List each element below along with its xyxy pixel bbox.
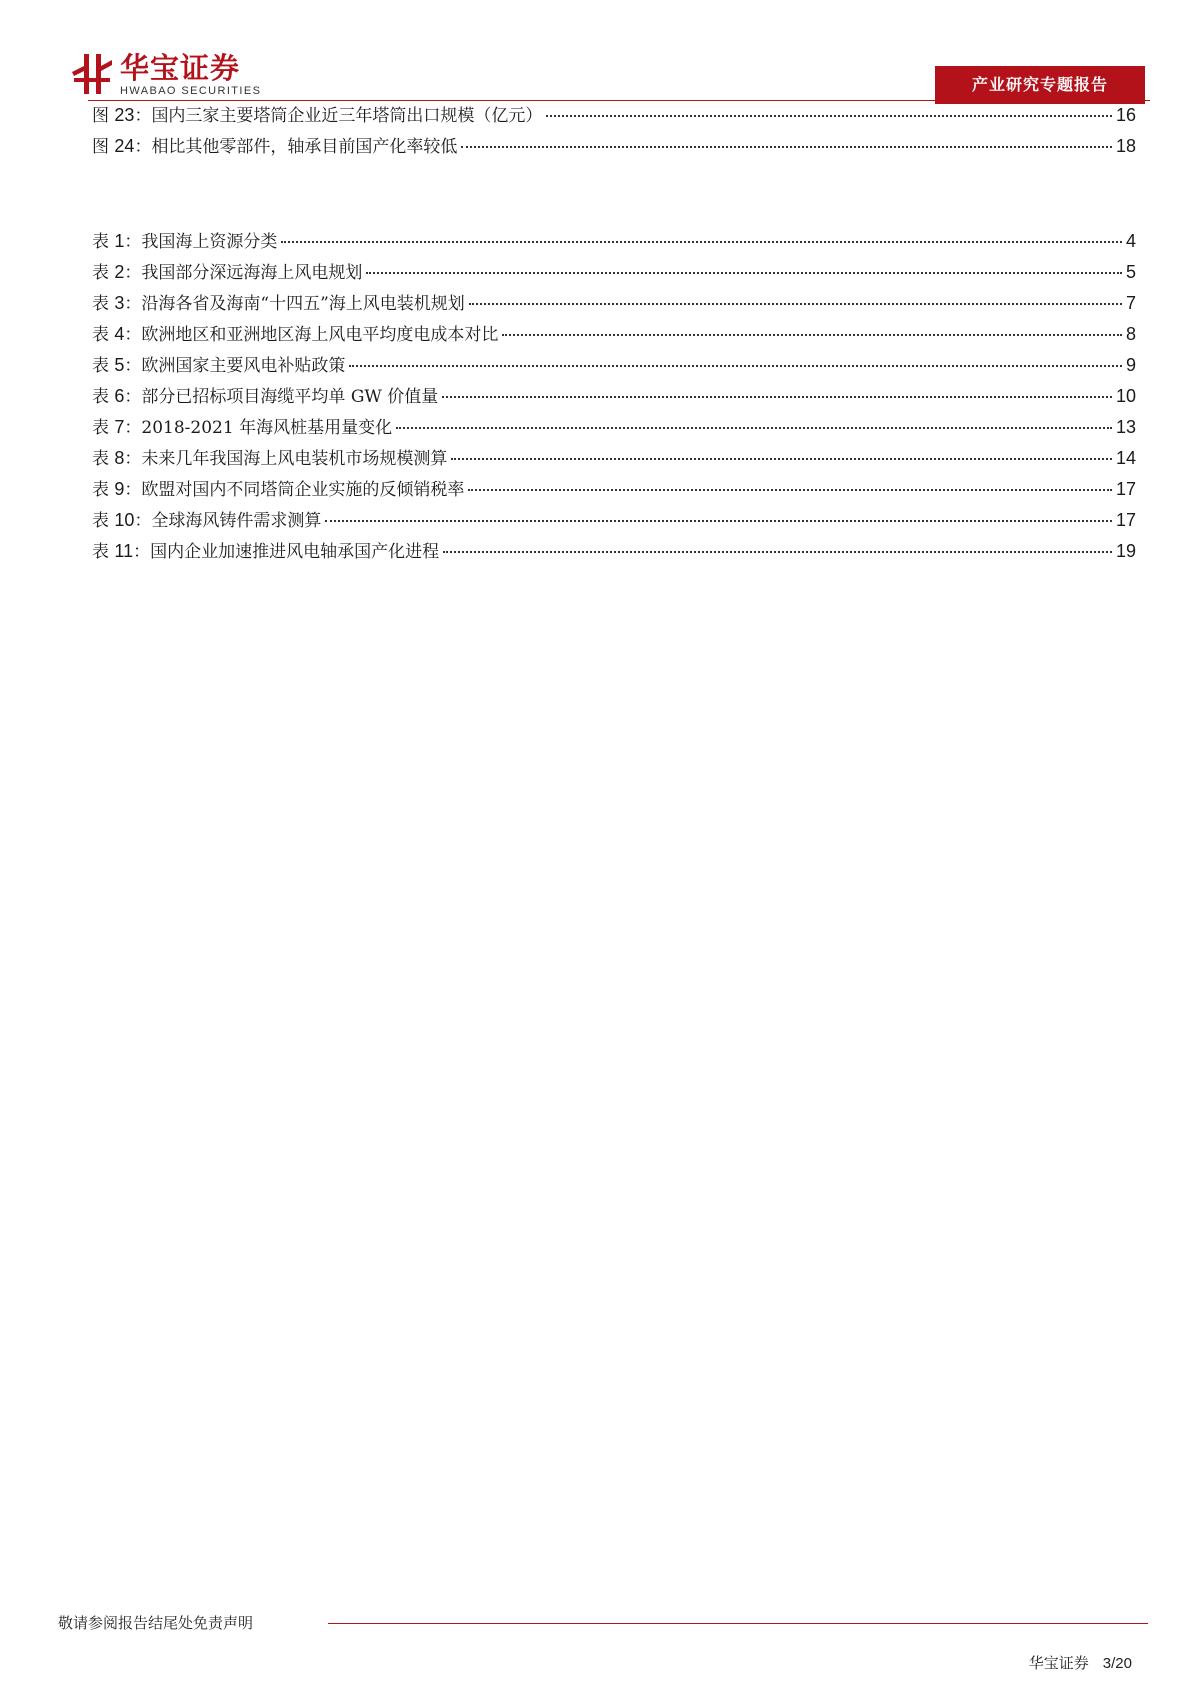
- page-header: [0, 0, 1190, 110]
- entry-prefix: 表: [92, 232, 109, 252]
- dot-leader: [325, 520, 1112, 522]
- entry-title: 相比其他零部件，轴承目前国产化率较低: [151, 137, 458, 157]
- entry-number: 1: [114, 231, 125, 251]
- entry-page: 17: [1115, 479, 1136, 499]
- entry-page: 9: [1125, 355, 1136, 375]
- dot-leader: [281, 241, 1122, 243]
- toc-entry-table-11[interactable]: 表 11：国内企业加速推进风电轴承国产化进程 19: [92, 536, 1136, 567]
- entry-number: 11: [114, 541, 134, 561]
- toc-entry-figure-23[interactable]: 图 23：国内三家主要塔筒企业近三年塔筒出口规模（亿元） 16: [92, 100, 1136, 131]
- dot-leader: [451, 458, 1112, 460]
- footer-divider: [328, 1623, 1148, 1624]
- entry-title: 沿海各省及海南“十四五”海上风电装机规划: [141, 294, 465, 314]
- toc-entry-table-10[interactable]: 表 10：全球海风铸件需求测算 17: [92, 505, 1136, 536]
- dot-leader: [468, 489, 1112, 491]
- entry-number: 3: [114, 293, 125, 313]
- entry-prefix: 表: [92, 387, 109, 407]
- entry-prefix: 表: [92, 449, 109, 469]
- entry-prefix: 表: [92, 263, 109, 283]
- dot-leader: [442, 396, 1112, 398]
- hwabao-logo-icon: [70, 52, 114, 96]
- entry-prefix: 表: [92, 325, 109, 345]
- entry-title: 2018-2021 年海风桩基用量变化: [141, 418, 393, 438]
- company-logo: [70, 52, 261, 102]
- entry-number: 5: [114, 355, 125, 375]
- entry-page: 19: [1115, 541, 1136, 561]
- entry-page: 8: [1125, 324, 1136, 344]
- dot-leader: [366, 272, 1122, 274]
- footer-company: 华宝证券: [1028, 1654, 1089, 1672]
- entry-title: 我国部分深远海海上风电规划: [141, 263, 363, 283]
- logo-chinese-name: 华宝证券: [120, 51, 241, 85]
- toc-entry-table-3[interactable]: 表 3：沿海各省及海南“十四五”海上风电装机规划 7: [92, 288, 1136, 319]
- toc-entry-table-8[interactable]: 表 8：未来几年我国海上风电装机市场规模测算 14: [92, 443, 1136, 474]
- entry-title: 我国海上资源分类: [141, 232, 278, 252]
- report-type-badge: 产业研究专题报告: [935, 66, 1145, 104]
- entry-prefix: 表: [92, 356, 109, 376]
- page-number: 3/20: [1102, 1655, 1132, 1672]
- footer-disclaimer: 敬请参阅报告结尾处免责声明: [58, 1614, 254, 1632]
- entry-number: 7: [114, 417, 125, 437]
- entry-number: 9: [114, 479, 125, 499]
- toc-entry-figure-24[interactable]: 图 24：相比其他零部件，轴承目前国产化率较低 18: [92, 131, 1136, 162]
- toc-entry-table-5[interactable]: 表 5：欧洲国家主要风电补贴政策 9: [92, 350, 1136, 381]
- dot-leader: [546, 115, 1112, 117]
- entry-title: 欧盟对国内不同塔筒企业实施的反倾销税率: [141, 480, 465, 500]
- figure-list: [92, 100, 1136, 162]
- entry-page: 7: [1125, 293, 1136, 313]
- entry-title: 国内企业加速推进风电轴承国产化进程: [150, 542, 440, 562]
- dot-leader: [461, 146, 1112, 148]
- entry-title: 欧洲国家主要风电补贴政策: [141, 356, 346, 376]
- entry-prefix: 图: [92, 137, 109, 157]
- entry-number: 8: [114, 448, 125, 468]
- entry-title: 未来几年我国海上风电装机市场规模测算: [141, 449, 448, 469]
- table-list: [92, 226, 1136, 567]
- entry-number: 4: [114, 324, 125, 344]
- entry-page: 17: [1115, 510, 1136, 530]
- toc-entry-table-7[interactable]: 表 7：2018-2021 年海风桩基用量变化 13: [92, 412, 1136, 443]
- entry-page: 4: [1125, 231, 1136, 251]
- entry-page: 13: [1115, 417, 1136, 437]
- toc-entry-table-4[interactable]: 表 4：欧洲地区和亚洲地区海上风电平均度电成本对比 8: [92, 319, 1136, 350]
- dot-leader: [443, 551, 1112, 553]
- entry-prefix: 表: [92, 480, 109, 500]
- toc-entry-table-9[interactable]: 表 9：欧盟对国内不同塔筒企业实施的反倾销税率 17: [92, 474, 1136, 505]
- entry-prefix: 图: [92, 106, 109, 126]
- entry-prefix: 表: [92, 511, 109, 531]
- dot-leader: [502, 334, 1122, 336]
- dot-leader: [396, 427, 1112, 429]
- entry-number: 6: [114, 386, 125, 406]
- entry-page: 5: [1125, 262, 1136, 282]
- entry-page: 18: [1115, 136, 1136, 156]
- entry-page: 10: [1115, 386, 1136, 406]
- entry-number: 23: [114, 105, 135, 125]
- entry-title: 部分已招标项目海缆平均单 GW 价值量: [141, 387, 439, 407]
- toc-entry-table-6[interactable]: 表 6：部分已招标项目海缆平均单 GW 价值量 10: [92, 381, 1136, 412]
- entry-number: 24: [114, 136, 135, 156]
- footer-page-info: [1029, 1652, 1132, 1673]
- logo-english-name: HWABAO SECURITIES: [120, 85, 262, 97]
- entry-number: 2: [114, 262, 125, 282]
- toc-entry-table-2[interactable]: 表 2：我国部分深远海海上风电规划 5: [92, 257, 1136, 288]
- entry-number: 10: [114, 510, 135, 530]
- entry-title: 全球海风铸件需求测算: [151, 511, 322, 531]
- toc-entry-table-1[interactable]: 表 1：我国海上资源分类 4: [92, 226, 1136, 257]
- entry-prefix: 表: [92, 294, 109, 314]
- entry-title: 国内三家主要塔筒企业近三年塔筒出口规模（亿元）: [151, 106, 543, 126]
- entry-prefix: 表: [92, 542, 109, 562]
- dot-leader: [349, 365, 1122, 367]
- entry-page: 16: [1115, 105, 1136, 125]
- dot-leader: [469, 303, 1122, 305]
- entry-title: 欧洲地区和亚洲地区海上风电平均度电成本对比: [141, 325, 499, 345]
- entry-page: 14: [1115, 448, 1136, 468]
- entry-prefix: 表: [92, 418, 109, 438]
